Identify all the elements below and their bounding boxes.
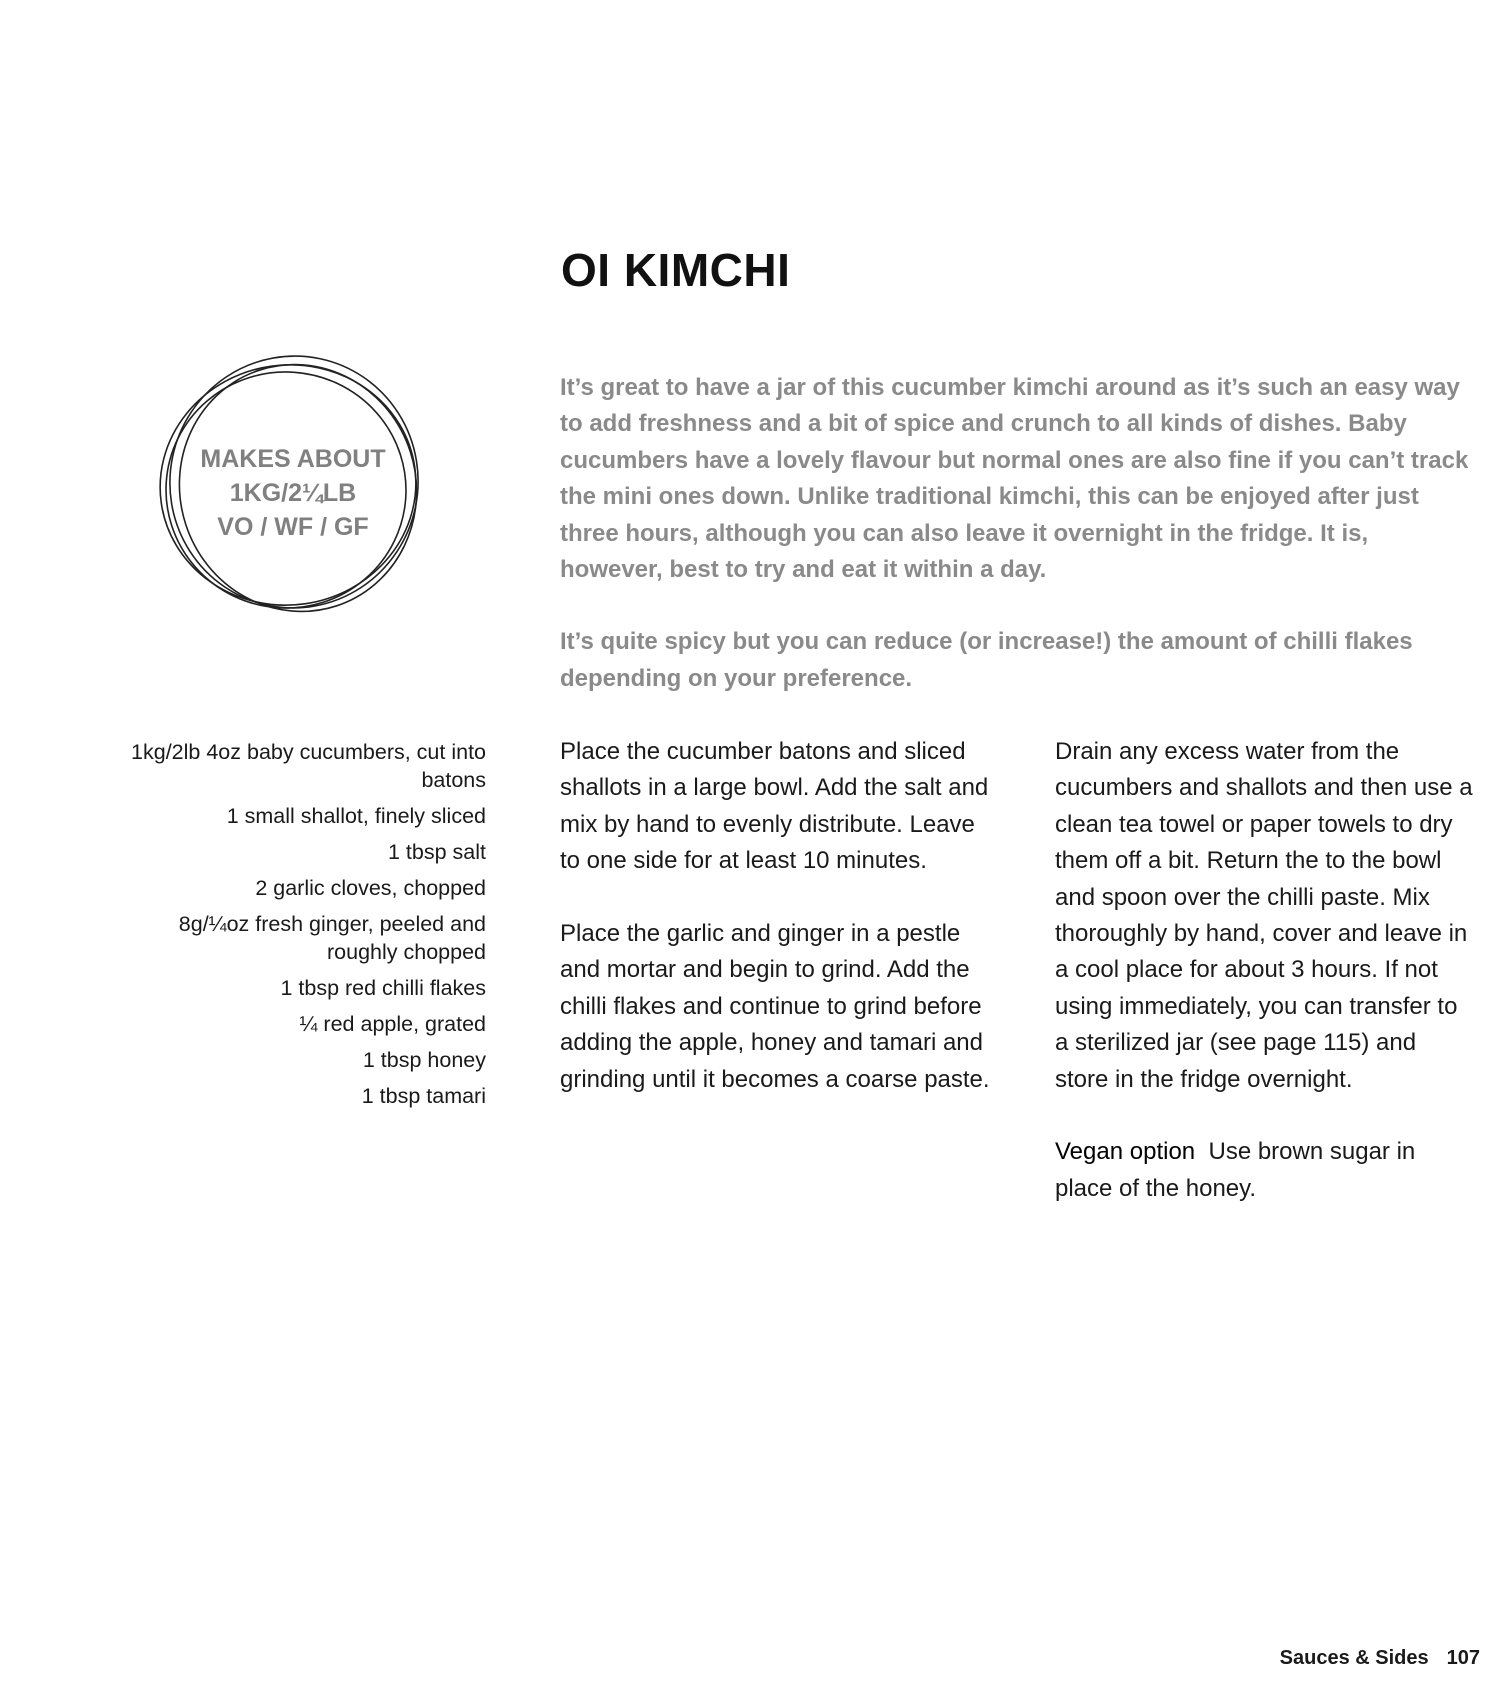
recipe-title: OI KIMCHI — [561, 244, 791, 296]
page-number: 107 — [1446, 1647, 1480, 1669]
yield-text — [148, 442, 438, 544]
ingredient-item: 1 tbsp red chilli flakes — [280, 976, 486, 1000]
method-column-2 — [1055, 734, 1475, 1244]
yield-line-3: VO / WF / GF — [217, 513, 369, 541]
page-footer — [1100, 1647, 1480, 1670]
section-name: Sauces & Sides — [1279, 1647, 1429, 1669]
ingredient-item: 2 garlic cloves, chopped — [255, 876, 486, 900]
recipe-intro — [560, 370, 1470, 733]
ingredient-item: 1 tbsp tamari — [361, 1084, 486, 1108]
ingredient-item: 1 tbsp honey — [362, 1048, 486, 1072]
ingredient-item: 1 tbsp salt — [388, 840, 486, 864]
method-step: Place the cucumber batons and sliced shallots in a large bowl. Add the salt and mix by hand to evenly distribute. Leave to one side for at least 10 minutes. — [560, 738, 989, 875]
method-column-1 — [560, 734, 1000, 1134]
ingredient-item: ¼ red apple, grated — [299, 1012, 486, 1036]
method-step: Place the garlic and ginger in a pestle and mortar and begin to grind. Add the chilli flakes and continue to grind before adding the apple, honey and tamari and grinding until it becomes a coarse paste. — [560, 920, 990, 1093]
intro-paragraph: It’s quite spicy but you can reduce (or increase!) the amount of chilli flakes depending on your preference. — [560, 628, 1413, 692]
yield-line-2: 1KG/2¼LB — [229, 479, 357, 507]
vegan-option-label: Vegan option — [1055, 1138, 1196, 1166]
vegan-option-text: Use brown sugar in place of the honey. — [1055, 1138, 1416, 1202]
ingredient-item: 1 small shallot, finely sliced — [226, 804, 486, 828]
vegan-option — [1055, 1134, 1475, 1207]
method-step: Drain any excess water from the cucumbers and shallots and then use a clean tea towel or paper towels to dry them off a bit. Return the to the bowl and spoon over the chilli paste. Mix thoroughly by hand, cover and leave in a cool place for about 3 hours. If not using immediately, you can transfer to a sterilized jar (see page 115) and store in the fridge overnight. — [1055, 738, 1473, 1093]
yield-line-1: MAKES ABOUT — [200, 445, 386, 473]
ingredient-item: 1kg/2lb 4oz baby cucumbers, cut into batons — [131, 740, 486, 792]
intro-paragraph: It’s great to have a jar of this cucumber kimchi around as it’s such an easy way to add freshness and a bit of spice and crunch to all kinds of dishes. Baby cucumbers have a lovely flavour but normal ones are also fine if you can’t track the mini ones down. Unlike traditional kimchi, this can be enjoyed after just three hours, although you can also leave it overnight in the fridge. It is, however, best to try and eat it within a day. — [560, 374, 1469, 584]
yield-badge — [148, 352, 418, 620]
ingredient-item: 8g/¼oz fresh ginger, peeled and roughly chopped — [178, 912, 486, 964]
ingredient-list — [130, 738, 486, 1118]
